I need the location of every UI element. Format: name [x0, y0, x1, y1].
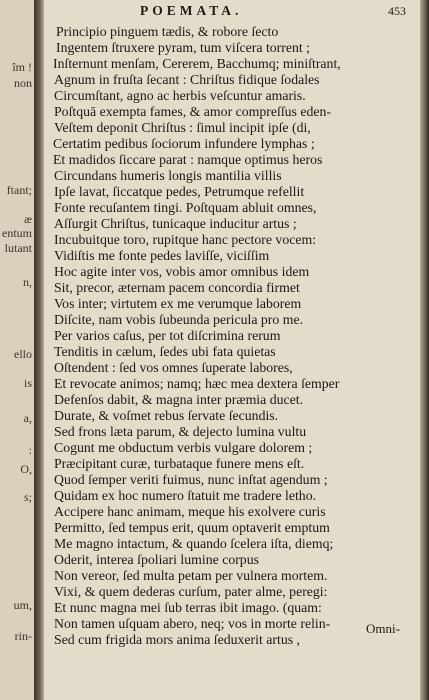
verse-line: Oſtendent : ſed vos omnes ſuperate labores,	[54, 360, 293, 375]
verse-line: Vos inter; virtutem ex me verumque laborem	[54, 296, 302, 311]
page-edge-shadow	[420, 0, 429, 700]
verse-line: Me magno intactum, & quando ſcelera iſta, diemq;	[54, 536, 334, 551]
facing-page-fragment: lutant	[4, 241, 32, 255]
verse-line: Incubuitque toro, rupitque hanc pectore vocem:	[54, 232, 317, 247]
verse-line: Circumſtant, agno ac herbis veſcuntur amaris.	[54, 88, 306, 103]
facing-page-fragment: :	[28, 443, 32, 457]
verse-line: Quod ſemper veriti fuimus, nunc inſtat agendum ;	[54, 472, 328, 487]
facing-page-fragment: entum	[2, 226, 32, 240]
verse-line: Ipſe lavat, ſiccatque pedes, Petrumque refellit	[54, 184, 305, 199]
verse-line: Agnum in fruſta ſecant : Chriſtus fidique ſodales	[54, 72, 320, 87]
facing-page-fragment: îm !	[12, 60, 32, 74]
verse-line: Accipere hanc animam, meque his exolvere curis	[54, 504, 326, 519]
verse-line: Inſternunt menſam, Cererem, Bacchumq; miniſtrant,	[53, 56, 341, 71]
verse-line: Sit, precor, æternam pacem concordia firmet	[54, 280, 300, 295]
verse-line: Sed cum frigida mors anima ſeduxerit artus ,	[54, 632, 300, 647]
facing-page-fragment: is	[23, 376, 32, 390]
verse-line: Tenditis in cælum, ſedes ubi fata quietas	[54, 344, 276, 359]
facing-page-fragment: rin-	[14, 629, 32, 643]
verse-line: Permitto, ſed tempus erit, quum optaverit emptum	[54, 520, 330, 535]
facing-page-fragment: n,	[23, 275, 32, 289]
verse-line: Hoc agite inter vos, vobis amor omnibus idem	[54, 264, 310, 279]
page-header	[44, 3, 420, 23]
verse-line: Oderit, interea ſpoliari lumine corpus	[54, 552, 259, 567]
facing-page-fragment: ello	[14, 347, 32, 361]
verse-line: Et madidos ſiccare parat : namque optimus heros	[53, 152, 323, 167]
verse-line: Cogunt me obductum verbis vulgare dolorem ;	[54, 440, 313, 455]
verse-line: Diſcite, nam vobis ſubeunda pericula pro me.	[54, 312, 304, 327]
verse-line: Principio pinguem tædis, & robore ſecto	[56, 24, 279, 39]
verse-line: Veſtem deponit Chriſtus : ſimul incipit ipſe (di,	[54, 120, 311, 135]
verse-line: Ingentem ſtruxere pyram, tum viſcera torrent ;	[56, 40, 310, 55]
book-gutter	[34, 0, 44, 700]
verse-line: Circundans humeris longis mantilia villis	[54, 168, 282, 183]
running-title: POEMATA.	[140, 3, 243, 18]
facing-page-fragment: s;	[23, 490, 32, 504]
verse-line: Et nunc magna mei ſub terras ibit imago. (quam:	[54, 600, 322, 615]
verse-line: Fonte recuſantem tingi. Poſtquam abluit omnes,	[54, 200, 317, 215]
verse-line: Sed frons læta parum, & dejecto lumina vultu	[54, 424, 307, 439]
verse-line: Poſtquā exempta fames, & amor compreſſus eden-	[54, 104, 332, 119]
verse-line: Præcipitant curæ, turbataque funere mens eſt.	[54, 456, 305, 471]
facing-page-fragment: non	[14, 76, 32, 90]
facing-page-edge	[0, 0, 36, 700]
facing-page-fragment: O,	[20, 462, 32, 476]
verse-line: Quidam ex hoc numero ſtatuit me tradere letho.	[54, 488, 317, 503]
facing-page-fragment: a,	[23, 411, 32, 425]
verse-line: Vidiſtis me fonte pedes laviſſe, viciſſim	[54, 248, 270, 263]
verse-line: Per varios caſus, per tot diſcrimina rerum	[54, 328, 281, 343]
verse-line: Certatim pedibus ſociorum infundere lymphas ;	[53, 136, 315, 151]
verse-line: Durate, & voſmet rebus ſervate ſecundis.	[54, 408, 279, 423]
facing-page-fragment: ftant;	[6, 183, 32, 197]
verse-line: Et revocate animos; namq; hæc mea dextera ſemper	[54, 376, 340, 391]
page-number: 453	[388, 4, 406, 18]
verse-line: Aſſurgit Chriſtus, tunicaque inducitur artus ;	[54, 216, 297, 231]
catchword: Omni-	[366, 621, 400, 636]
verse-line: Non tamen uſquam abero, neq; vos in morte relin-	[54, 616, 331, 631]
verse-line: Vixi, & quem dederas curſum, pater alme, peregi:	[54, 584, 328, 599]
book-page	[44, 0, 420, 700]
verse-line: Non vereor, ſed multa petam per vulnera mortem.	[54, 568, 328, 583]
facing-page-fragment: æ	[23, 212, 32, 226]
facing-page-fragment: um,	[13, 598, 32, 612]
verse-line: Defenſos dabit, & magna inter præmia ducet.	[54, 392, 304, 407]
